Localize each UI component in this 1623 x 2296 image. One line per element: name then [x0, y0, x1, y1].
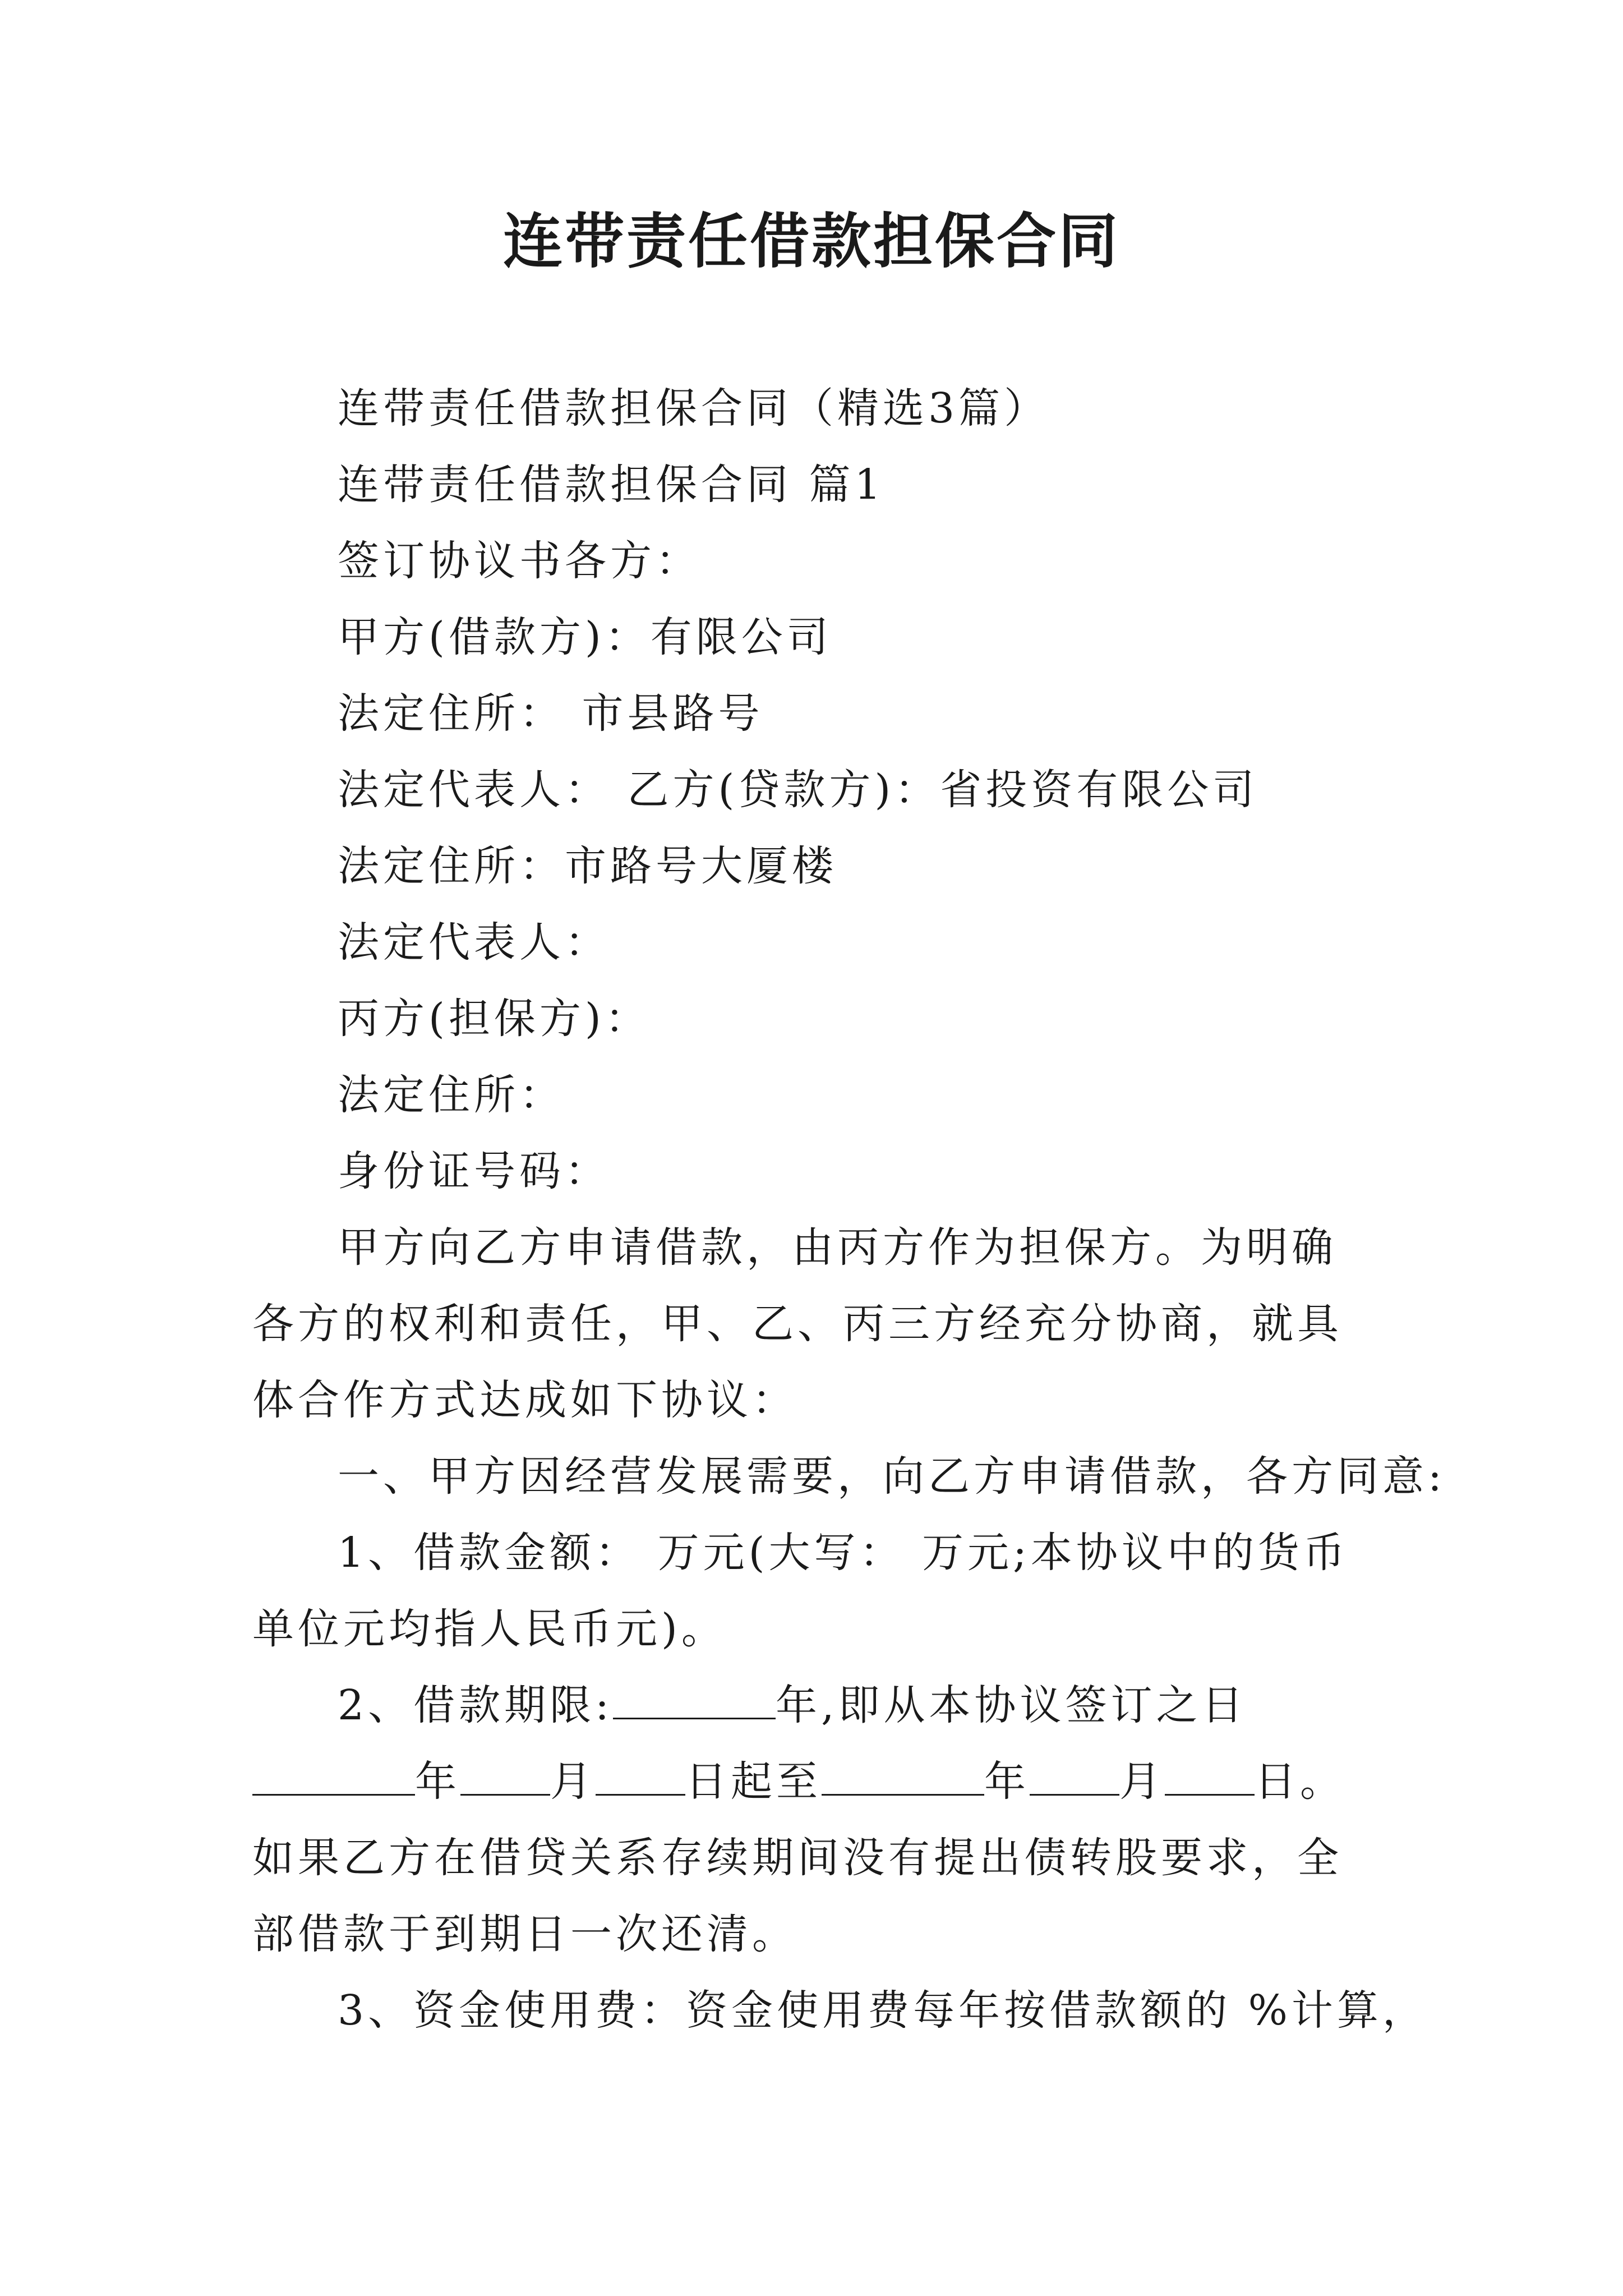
document-body	[252, 370, 1446, 2049]
blank-end-year	[822, 1755, 984, 1796]
paragraph-fund-usage-fee: 3、资金使用费：资金使用费每年按借款额的 %计算，	[338, 1986, 1428, 2035]
document-title: 连带责任借款担保合同	[503, 206, 1120, 276]
paragraph-party-c-address: 法定住所：	[338, 1071, 565, 1119]
paragraph-subtitle: 连带责任借款担保合同（精选3篇）	[338, 384, 1050, 432]
loan-term-text-3: 月	[550, 1757, 596, 1806]
paragraph-parties-intro: 签订协议书各方：	[338, 537, 701, 585]
loan-term-text-6: 月	[1119, 1757, 1165, 1806]
loan-term-label: 2、借款期限:	[338, 1681, 614, 1729]
paragraph-party-b-address: 法定住所：市路号大厦楼	[338, 842, 837, 890]
paragraph-party-c-id: 身份证号码：	[338, 1147, 610, 1195]
loan-term-text-4: 日起至	[685, 1757, 822, 1806]
paragraph-party-b-representative: 法定代表人：	[338, 918, 610, 967]
paragraph-party-c: 丙方(担保方)：	[338, 995, 651, 1043]
paragraph-section-heading: 连带责任借款担保合同 篇1	[338, 461, 885, 509]
blank-start-year	[252, 1755, 415, 1796]
paragraph-preamble: 甲方向乙方申请借款，由丙方作为担保方。为明确各方的权利和责任，甲、乙、丙三方经充分协商，就具体合作方式达成如下协议：	[252, 1223, 1343, 1424]
paragraph-party-a-representative: 法定代表人： 乙方(贷款方)：省投资有限公司	[338, 766, 1258, 814]
paragraph-loan-amount: 1、借款金额： 万元(大写： 万元;本协议中的货币单位元均指人民币元)。	[252, 1529, 1349, 1653]
blank-start-day	[596, 1755, 685, 1796]
loan-term-text-5: 年	[984, 1757, 1030, 1806]
paragraph-loan-term	[252, 1667, 1380, 1972]
loan-term-text-2: 年	[415, 1757, 460, 1806]
blank-end-month	[1030, 1755, 1119, 1796]
paragraph-party-a-address: 法定住所： 市县路号	[338, 689, 764, 738]
blank-end-day	[1165, 1755, 1255, 1796]
paragraph-party-a: 甲方(借款方)：有限公司	[338, 613, 832, 661]
blank-start-month	[460, 1755, 550, 1796]
loan-term-text-1: 年,即从本协议签订之日	[776, 1681, 1247, 1729]
loan-term-text-7: 日。如果乙方在借贷关系存续期间没有提出债转股要求，全部借款于到期日一次还清。	[252, 1757, 1345, 1958]
blank-years	[613, 1678, 776, 1719]
paragraph-clause-1: 一、甲方因经营发展需要，向乙方申请借款，各方同意:	[338, 1452, 1446, 1501]
